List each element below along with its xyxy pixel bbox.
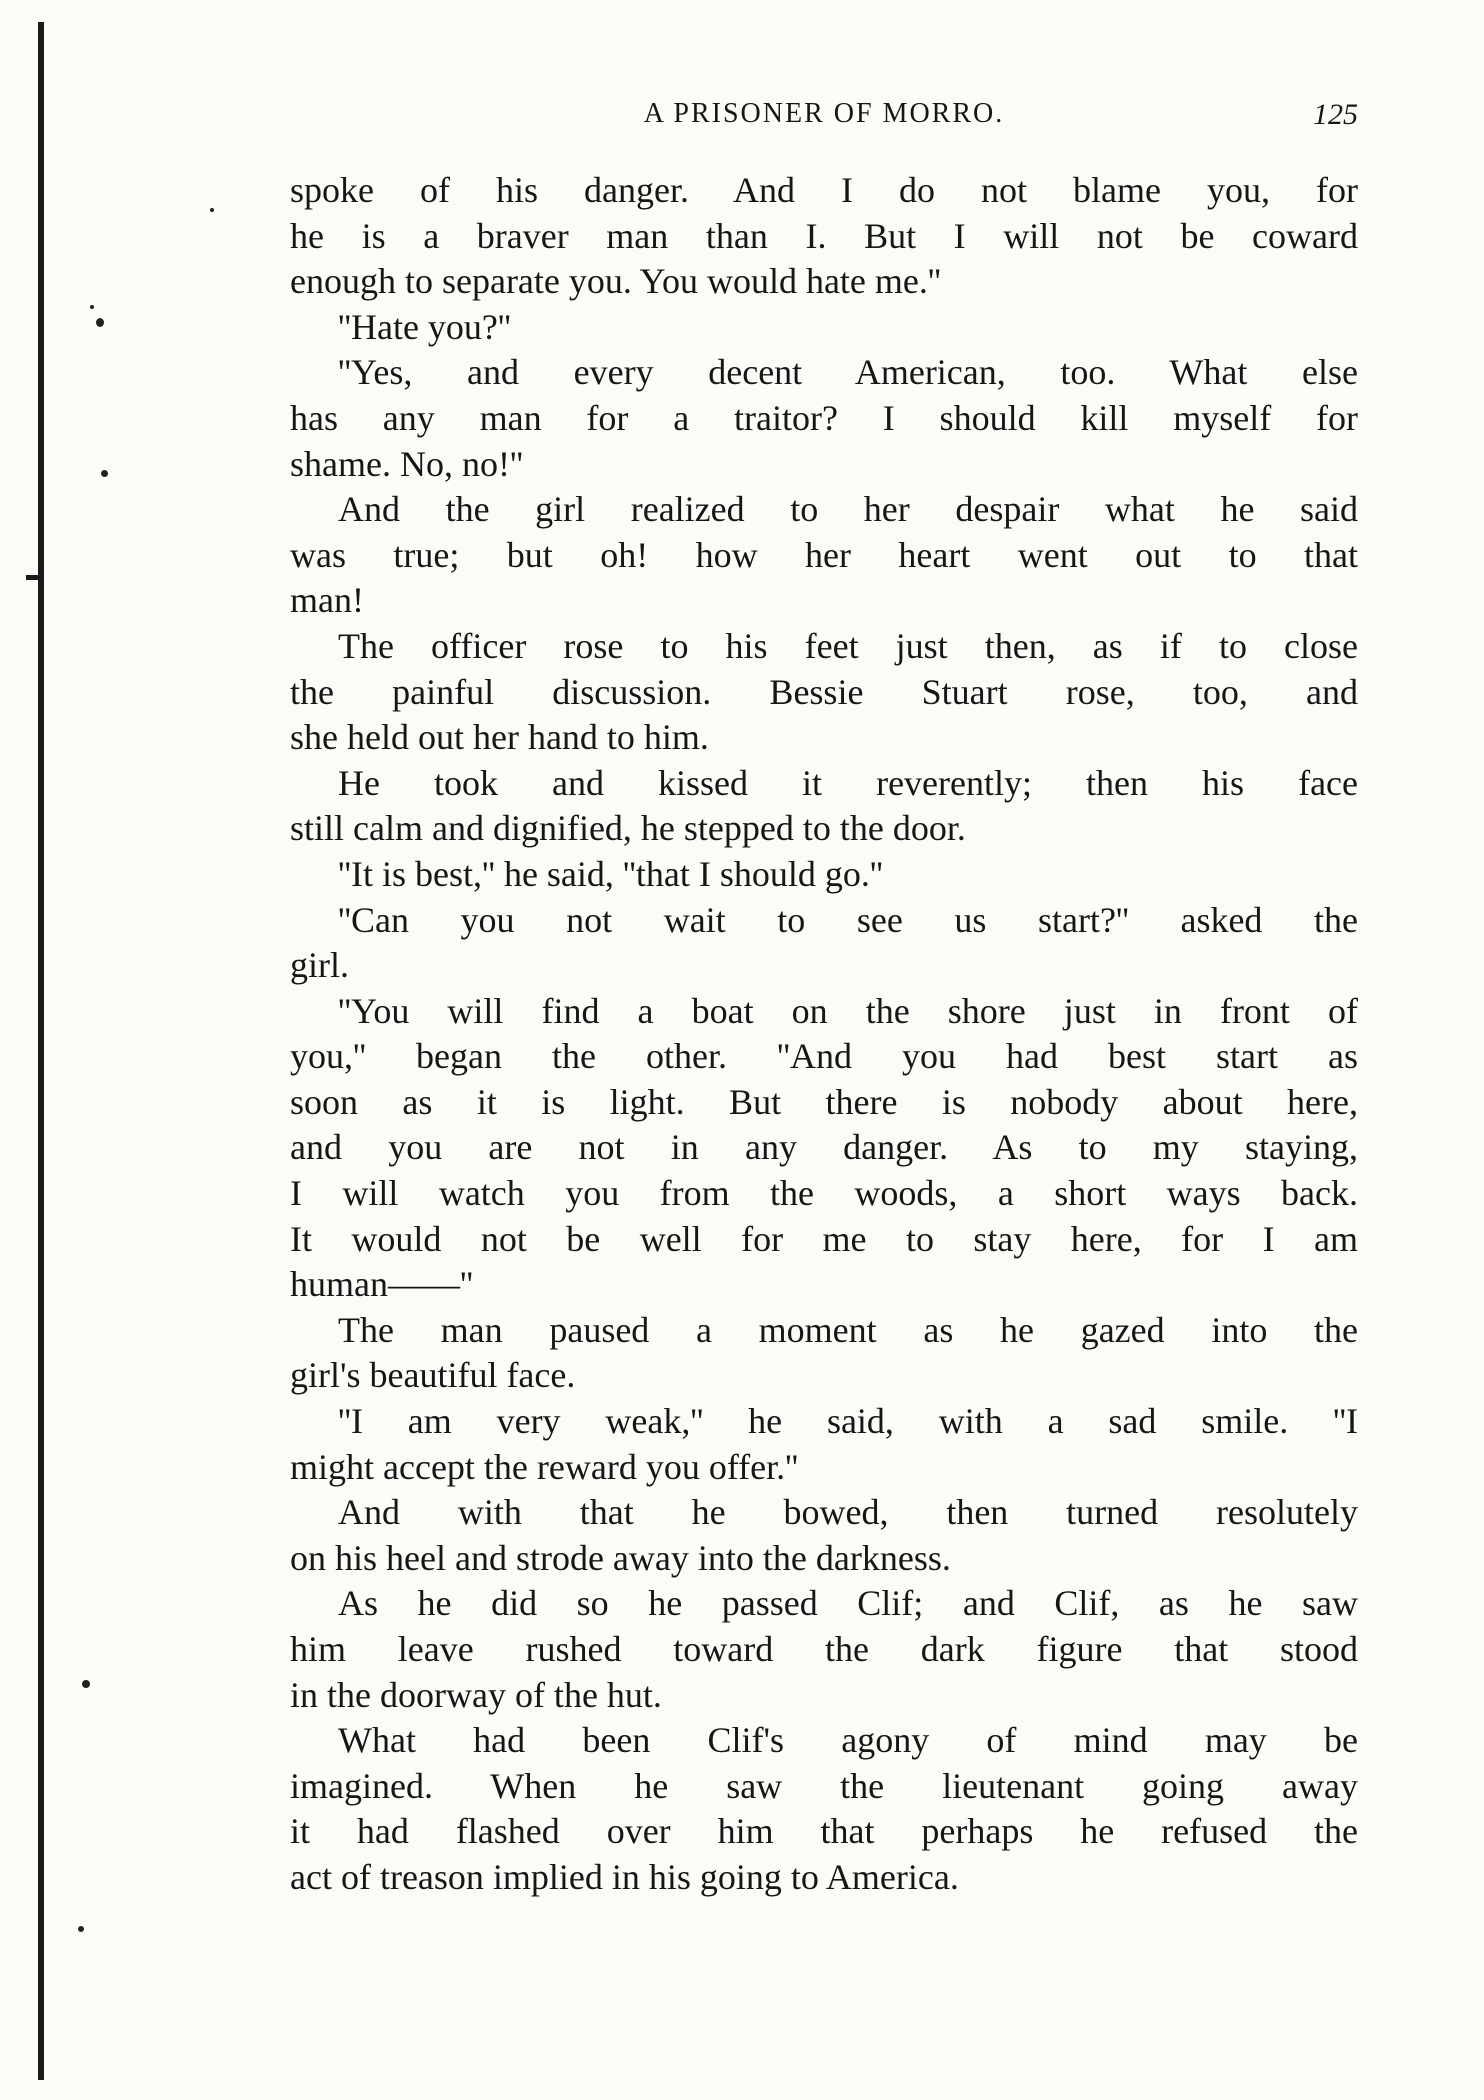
body-text: [290, 168, 1358, 1901]
text-line: shame. No, no!'': [290, 443, 523, 484]
text-line: girl's beautiful face.: [290, 1355, 576, 1396]
text-line: he is a braver man than I. But I will not be coward: [290, 215, 1358, 256]
text-line: What had been Clif's agony of mind may be: [338, 1720, 1358, 1761]
text-line: ''You will find a boat on the shore just in front of: [338, 990, 1358, 1031]
text-line: has any man for a traitor? I should kill myself for: [290, 397, 1358, 438]
text-line: It would not be well for me to stay here, for I am: [290, 1218, 1358, 1259]
text-line: ''Hate you?'': [338, 306, 511, 347]
text-line: was true; but oh! how her heart went out to that: [290, 534, 1358, 575]
text-line: ''Can you not wait to see us start?'' asked the: [338, 899, 1358, 940]
text-line: the painful discussion. Bessie Stuart rose, too, and: [290, 671, 1358, 712]
text-line: on his heel and strode away into the darkness.: [290, 1537, 951, 1578]
text-line: him leave rushed toward the dark figure that stood: [290, 1629, 1358, 1669]
text-line: girl.: [290, 945, 349, 986]
text-line: I will watch you from the woods, a short ways back.: [290, 1173, 1358, 1214]
margin-speck: [96, 318, 104, 327]
text-line: act of treason implied in his going to America.: [290, 1856, 959, 1897]
text-line: imagined. When he saw the lieutenant going away: [290, 1765, 1358, 1806]
running-head: A PRISONER OF MORRO.: [643, 98, 1005, 129]
text-line: she held out her hand to him.: [290, 717, 709, 758]
text-line: ''Yes, and every decent American, too. What else: [338, 352, 1358, 393]
binding-mark: [26, 575, 40, 580]
margin-speck: [210, 208, 214, 212]
text-line: might accept the reward you offer.'': [290, 1446, 799, 1487]
text-line: The man paused a moment as he gazed into the: [338, 1309, 1358, 1350]
binding-edge: [38, 22, 44, 2080]
page-number: 125: [1313, 98, 1358, 131]
text-line: soon as it is light. But there is nobody about here,: [290, 1081, 1358, 1122]
text-line: and you are not in any danger. As to my staying,: [290, 1127, 1358, 1168]
text-line: The officer rose to his feet just then, as if to close: [338, 625, 1358, 666]
text-line: enough to separate you. You would hate me.'': [290, 261, 941, 302]
margin-speck: [90, 305, 94, 309]
margin-speck: [78, 1926, 84, 1932]
text-line: ''I am very weak,'' he said, with a sad smile. ''I: [338, 1401, 1358, 1442]
text-line: ''It is best,'' he said, ''that I should go.'': [338, 853, 883, 894]
text-line: it had flashed over him that perhaps he refused the: [290, 1811, 1358, 1852]
text-line: in the doorway of the hut.: [290, 1674, 662, 1715]
text-line: man!: [290, 580, 364, 621]
text-line: still calm and dignified, he stepped to the door.: [290, 808, 966, 849]
text-line: human——'': [290, 1264, 473, 1305]
margin-speck: [82, 1680, 90, 1688]
text-line: And with that he bowed, then turned resolutely: [338, 1492, 1358, 1533]
page-header: [290, 98, 1358, 138]
text-line: spoke of his danger. And I do not blame you, for: [290, 170, 1358, 210]
text-line: He took and kissed it reverently; then his face: [338, 762, 1358, 803]
text-line: And the girl realized to her despair what he said: [338, 489, 1358, 530]
text-line: you,'' began the other. ''And you had best start as: [290, 1036, 1358, 1077]
margin-speck: [101, 470, 108, 477]
text-line: As he did so he passed Clif; and Clif, as he saw: [338, 1583, 1358, 1624]
